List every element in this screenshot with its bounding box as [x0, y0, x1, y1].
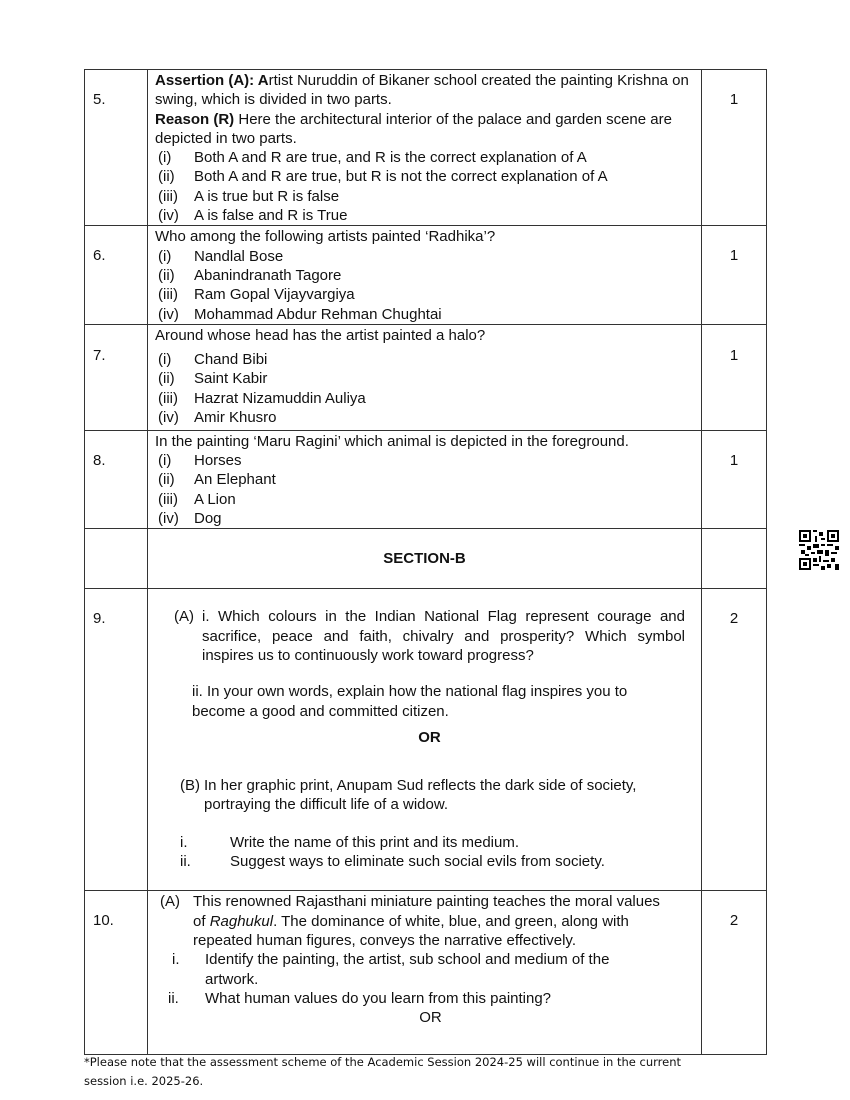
option-iv [155, 509, 697, 528]
question-number [85, 589, 148, 891]
option-numeral: (ii) [158, 168, 175, 186]
question-number [85, 70, 148, 226]
question-text: Around whose head has the artist painted a halo? [155, 326, 486, 344]
option-numeral: (ii) [158, 266, 175, 284]
option-text: Ram Gopal Vijayvargiya [194, 286, 355, 304]
item-text: Write the name of this print and its medium. [230, 833, 520, 851]
option-numeral: (iii) [158, 389, 178, 407]
question-body [148, 589, 702, 891]
part-a-label: (A) [174, 608, 194, 626]
marks-value: 2 [729, 610, 739, 628]
option-i [155, 247, 697, 266]
part-b-label: (B) [180, 777, 200, 795]
option-text: Mohammad Abdur Rehman Chughtai [194, 305, 442, 323]
marks [702, 589, 767, 891]
question-body [148, 430, 702, 528]
option-iii [155, 490, 697, 509]
option-numeral: (iv) [158, 409, 179, 427]
question-number [85, 430, 148, 528]
section-b-row [85, 529, 767, 589]
part-a-ii [174, 682, 685, 721]
option-numeral: (iii) [158, 187, 178, 205]
empty-cell [85, 529, 148, 589]
question-row-10 [85, 891, 767, 1055]
item-label: ii. [180, 853, 191, 871]
assertion-text: rtist Nuruddin of Bikaner school created the painting Krishna on swing, which is divided in two parts. [155, 72, 689, 109]
question-body [148, 226, 702, 324]
question-number-text: 7. [93, 346, 106, 364]
part-a-i-wrap [202, 607, 685, 665]
item-label: i. [180, 833, 188, 851]
item-text: Identify the painting, the artist, sub school and medium of the artwork. [205, 951, 610, 988]
option-i [155, 451, 697, 470]
option-text: A is false and R is True [194, 207, 348, 225]
option-ii [155, 369, 697, 388]
question-text: Who among the following artists painted ‘Radhika’? [155, 228, 496, 246]
part-a-ii-text: ii. In your own words, explain how the national flag inspires you to become a good and committed citizen. [192, 683, 628, 720]
question-body [148, 324, 702, 430]
section-heading-cell [148, 529, 702, 589]
option-text: Dog [194, 510, 222, 528]
question-number-text: 6. [93, 247, 106, 265]
question-number-text: 9. [93, 610, 106, 628]
option-iv [155, 305, 697, 324]
assertion [155, 71, 697, 110]
qr-code-icon [799, 530, 839, 570]
option-iii [155, 389, 697, 408]
footnote-line-1: *Please note that the assessment scheme of the Academic Session 2024-25 will continue in the current [84, 1055, 682, 1069]
question-number [85, 324, 148, 430]
option-ii [155, 167, 697, 186]
option-numeral: (i) [158, 149, 172, 167]
part-b-text: In her graphic print, Anupam Sud reflects the dark side of society, portraying the difficult life of a widow. [204, 777, 637, 814]
marks-value: 1 [729, 451, 739, 469]
option-numeral: (iii) [158, 286, 178, 304]
option-text: A is true but R is false [194, 187, 340, 205]
question-row-5 [85, 70, 767, 226]
marks [702, 891, 767, 1055]
option-i [155, 148, 697, 167]
option-text: Amir Khusro [194, 409, 277, 427]
question-number-text: 10. [93, 912, 114, 930]
or-divider: OR [419, 1009, 442, 1027]
part-a-italic: Raghukul [209, 912, 274, 930]
option-numeral: (i) [158, 351, 172, 369]
option-text: Horses [194, 452, 242, 470]
section-title: SECTION-B [383, 550, 466, 568]
question-row-8 [85, 430, 767, 528]
reason-text: Here the architectural interior of the palace and garden scene are depicted in two parts. [155, 110, 672, 147]
marks [702, 70, 767, 226]
marks [702, 324, 767, 430]
question-body [148, 891, 702, 1055]
question-body [148, 70, 702, 226]
option-text: An Elephant [194, 471, 276, 489]
option-iii [155, 285, 697, 304]
part-a-i-text: i. Which colours in the Indian National Flag represent courage and sacrifice, peace and faith, chivalry and prosperity? Which symbol inspires us to continuously work toward progress? [202, 608, 685, 664]
option-numeral: (ii) [158, 471, 175, 489]
marks [702, 226, 767, 324]
option-iv [155, 206, 697, 225]
footnote [84, 1053, 784, 1091]
option-numeral: (i) [158, 452, 172, 470]
option-numeral: (i) [158, 247, 172, 265]
question-number [85, 226, 148, 324]
empty-cell [702, 529, 767, 589]
option-text: Both A and R are true, and R is the correct explanation of A [194, 149, 587, 167]
question-number-text: 5. [93, 91, 106, 108]
question-number [85, 891, 148, 1055]
marks [702, 430, 767, 528]
option-ii [155, 470, 697, 489]
question-row-9 [85, 589, 767, 891]
or-divider: OR [418, 728, 441, 746]
part-b-item [180, 852, 685, 871]
option-numeral: (iii) [158, 490, 178, 508]
reason-label: Reason (R) [155, 110, 235, 128]
item-text: What human values do you learn from this painting? [205, 989, 552, 1007]
option-numeral: (ii) [158, 370, 175, 388]
footnote-line-2: session i.e. 2025-26. [84, 1074, 204, 1088]
part-a [174, 607, 685, 665]
sub-item [160, 989, 661, 1008]
option-text: Both A and R are true, but R is not the correct explanation of A [194, 168, 608, 186]
marks-value: 1 [729, 247, 739, 265]
part-b-items [174, 833, 685, 872]
part-a-text-2: . The dominance of white, blue, and green, along with repeated human figures, conveys the narrative effectively. [193, 912, 629, 949]
option-numeral: (iv) [158, 510, 179, 528]
part-a-text [193, 892, 661, 950]
sub-item [160, 950, 661, 989]
part-a [160, 892, 661, 950]
option-i [155, 350, 697, 369]
assertion-label: Assertion (A): A [155, 72, 269, 89]
part-b [174, 776, 685, 815]
question-row-6 [85, 226, 767, 324]
option-text: Abanindranath Tagore [194, 266, 342, 284]
item-label: ii. [168, 989, 179, 1007]
option-numeral: (iv) [158, 207, 179, 225]
option-iv [155, 408, 697, 427]
part-a-label: (A) [160, 893, 180, 911]
option-numeral: (iv) [158, 305, 179, 323]
question-text: In the painting ‘Maru Ragini’ which animal is depicted in the foreground. [155, 432, 629, 450]
option-text: Chand Bibi [194, 351, 268, 369]
option-iii [155, 187, 697, 206]
option-text: Nandlal Bose [194, 247, 284, 265]
part-b-item [180, 833, 685, 852]
marks-value: 1 [729, 91, 739, 108]
question-number-text: 8. [93, 451, 106, 469]
reason [155, 110, 697, 149]
marks-value: 1 [729, 346, 739, 364]
option-text: A Lion [194, 490, 236, 508]
option-text: Hazrat Nizamuddin Auliya [194, 389, 366, 407]
part-a-text-1: This renowned Rajasthani miniature painting teaches the moral values of [193, 893, 660, 930]
question-row-7 [85, 324, 767, 430]
item-text: Suggest ways to eliminate such social evils from society. [230, 853, 605, 871]
option-ii [155, 266, 697, 285]
item-label: i. [172, 951, 180, 969]
option-text: Saint Kabir [194, 370, 268, 388]
question-table [84, 69, 767, 1055]
marks-value: 2 [729, 912, 739, 930]
